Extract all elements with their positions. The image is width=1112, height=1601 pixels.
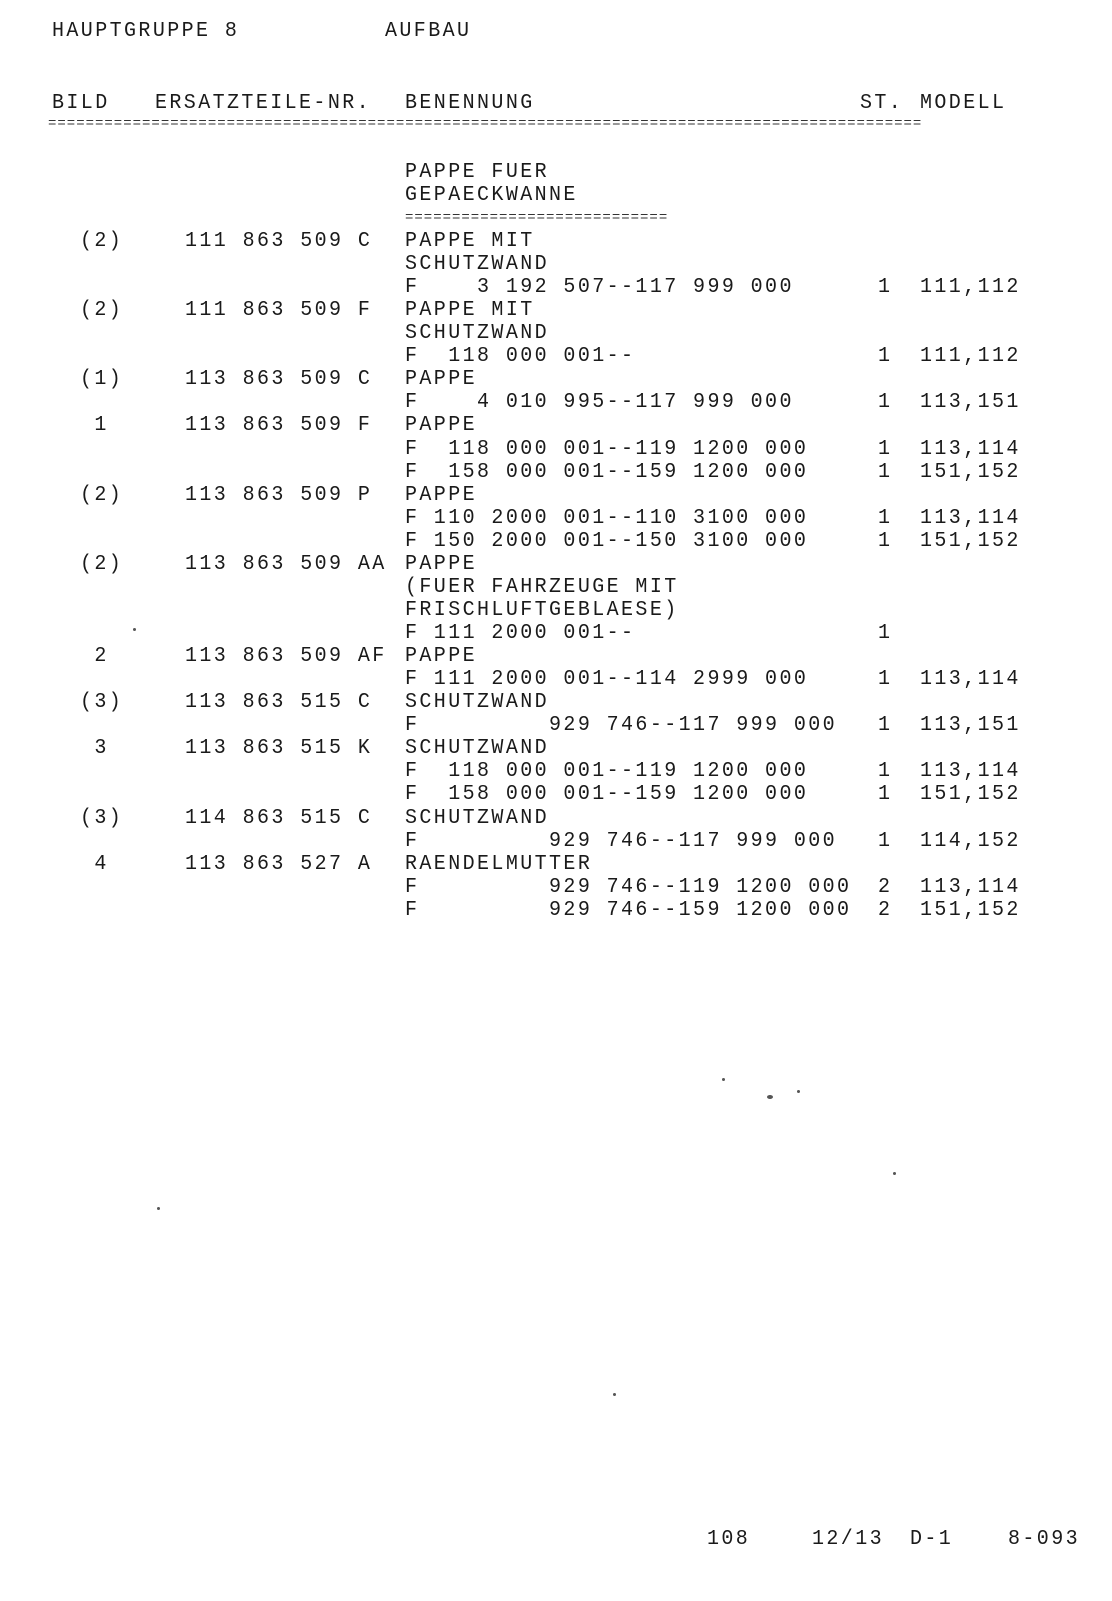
page-ref: 8-093	[1008, 1527, 1081, 1552]
part-description: F 118 000 001--	[405, 344, 636, 369]
col-name: BENENNUNG	[405, 91, 535, 116]
col-qty: ST.	[860, 91, 904, 116]
model-list: 113,114	[920, 667, 1021, 692]
header-separator: =============================================================================================	[48, 116, 923, 132]
part-description: PAPPE	[405, 413, 478, 439]
bild-ref: (2)	[80, 483, 124, 508]
bild-ref: 1	[80, 413, 109, 439]
model-list: 151,152	[920, 782, 1021, 807]
part-description: RAENDELMUTTER	[405, 852, 593, 877]
part-description: F 111 2000 001--	[405, 621, 636, 646]
part-description: F 929 746--117 999 000	[405, 713, 838, 738]
part-description: SCHUTZWAND	[405, 321, 550, 346]
quantity: 1	[878, 713, 893, 738]
part-number: 111 863 509 C	[185, 229, 373, 254]
bild-ref: 2	[80, 644, 109, 669]
part-description: F 4 010 995--117 999 000	[405, 390, 794, 415]
part-number: 113 863 527 A	[185, 852, 373, 877]
quantity: 1	[878, 667, 893, 692]
part-description: PAPPE	[405, 483, 478, 508]
part-number: 113 863 515 C	[185, 690, 373, 715]
section-title-line1: PAPPE FUER	[405, 160, 550, 185]
model-list: 114,152	[920, 828, 1021, 854]
bild-ref: (2)	[80, 298, 124, 323]
bild-ref: 3	[80, 736, 109, 761]
part-description: SCHUTZWAND	[405, 690, 550, 715]
part-description: F 3 192 507--117 999 000	[405, 275, 794, 300]
quantity: 1	[878, 828, 893, 854]
part-number: 111 863 509 F	[185, 298, 373, 323]
page-number: 108	[707, 1527, 751, 1552]
quantity: 2	[878, 898, 893, 923]
part-description: F 929 746--159 1200 000	[405, 898, 852, 923]
group-title: AUFBAU	[385, 19, 472, 44]
main-group: HAUPTGRUPPE 8	[52, 19, 240, 44]
part-description: F 158 000 001--159 1200 000	[405, 459, 809, 485]
part-description: F 158 000 001--159 1200 000	[405, 782, 809, 807]
section-underline: ============================	[405, 210, 669, 226]
part-description: PAPPE	[405, 552, 478, 577]
part-description: SCHUTZWAND	[405, 805, 550, 831]
model-list: 113,151	[920, 713, 1021, 738]
part-number: 113 863 509 P	[185, 483, 373, 508]
quantity: 1	[878, 782, 893, 807]
part-description: SCHUTZWAND	[405, 252, 550, 277]
part-number: 113 863 509 F	[185, 413, 373, 439]
part-number: 114 863 515 C	[185, 805, 373, 831]
bild-ref: (2)	[80, 552, 124, 577]
model-list: 151,152	[920, 529, 1021, 554]
page-date: 12/13	[812, 1527, 885, 1552]
part-description: FRISCHLUFTGEBLAESE)	[405, 598, 679, 623]
part-description: F 929 746--119 1200 000	[405, 875, 852, 900]
col-model: MODELL	[920, 91, 1007, 116]
part-description: PAPPE MIT	[405, 229, 535, 254]
quantity: 1	[878, 459, 893, 485]
model-list: 113,151	[920, 390, 1021, 415]
part-description: F 110 2000 001--110 3100 000	[405, 506, 809, 531]
part-number: 113 863 509 C	[185, 367, 373, 392]
quantity: 1	[878, 621, 893, 646]
quantity: 1	[878, 506, 893, 531]
col-part-number: ERSATZTEILE-NR.	[155, 91, 372, 116]
quantity: 2	[878, 875, 893, 900]
bild-ref: (2)	[80, 229, 124, 254]
part-number: 113 863 509 AA	[185, 552, 387, 577]
col-bild: BILD	[52, 91, 110, 116]
part-description: PAPPE MIT	[405, 298, 535, 323]
model-list: 151,152	[920, 459, 1021, 485]
part-description: F 118 000 001--119 1200 000	[405, 436, 809, 462]
model-list: 113,114	[920, 759, 1021, 784]
part-number: 113 863 515 K	[185, 736, 373, 761]
bild-ref: 4	[80, 852, 109, 877]
part-description: F 111 2000 001--114 2999 000	[405, 667, 809, 692]
model-list: 113,114	[920, 875, 1021, 900]
part-description: (FUER FAHRZEUGE MIT	[405, 575, 679, 600]
section-title-line2: GEPAECKWANNE	[405, 183, 578, 208]
bild-ref: (3)	[80, 805, 124, 831]
quantity: 1	[878, 390, 893, 415]
page-lang: D-1	[910, 1527, 954, 1552]
part-description: PAPPE	[405, 644, 478, 669]
quantity: 1	[878, 436, 893, 462]
bild-ref: (3)	[80, 690, 124, 715]
quantity: 1	[878, 275, 893, 300]
model-list: 111,112	[920, 344, 1021, 369]
part-description: F 118 000 001--119 1200 000	[405, 759, 809, 784]
bild-ref: (1)	[80, 367, 124, 392]
part-description: F 150 2000 001--150 3100 000	[405, 529, 809, 554]
quantity: 1	[878, 529, 893, 554]
model-list: 113,114	[920, 436, 1021, 462]
quantity: 1	[878, 344, 893, 369]
model-list: 113,114	[920, 506, 1021, 531]
model-list: 151,152	[920, 898, 1021, 923]
model-list: 111,112	[920, 275, 1021, 300]
part-description: PAPPE	[405, 367, 478, 392]
part-description: SCHUTZWAND	[405, 736, 550, 761]
part-number: 113 863 509 AF	[185, 644, 387, 669]
part-description: F 929 746--117 999 000	[405, 828, 838, 854]
quantity: 1	[878, 759, 893, 784]
